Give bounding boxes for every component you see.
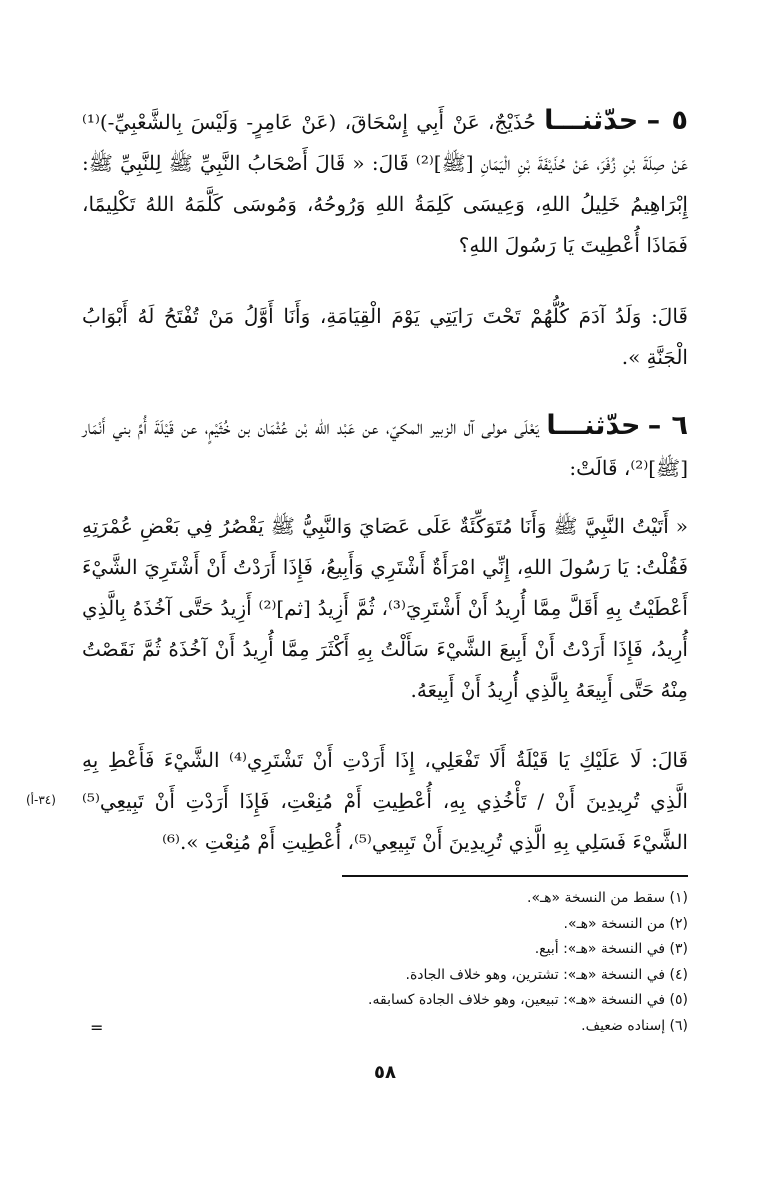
page-number: ٥٨: [374, 1062, 396, 1083]
footnote-item: (٦) إسناده ضعيف.: [581, 1017, 688, 1034]
hadith-6-reply: قَالَ: لَا عَلَيْكِ يَا قَيْلَةُ أَلَا تَفْعَلِي، إِذَا أَرَدْتِ أَنْ تَشْتَرِي⁽⁴⁾ الشَّيْءَ فَأَعْطِ بِهِ الَّذِي تُرِيدِينَ أَنْ / تَأْخُذِي بِهِ، أُعْطِيتِ أَمْ مُنِعْتِ، فَإِذَا أَرَدْتِ أَنْ تَبِيعِي⁽⁵⁾ الشَّيْءَ فَسَلِي بِهِ الَّذِي تُرِيدِينَ أَنْ تَبِيعِي⁽⁵⁾، أُعْطِيتِ أَمْ مُنِعْتِ ».⁽⁶⁾: [82, 748, 688, 854]
continuation-mark: =: [90, 1018, 104, 1037]
hadith-5-number: ٥ –: [646, 105, 688, 136]
hadith-6-keyword: حدّثنـــا: [546, 410, 641, 441]
manuscript-folio-note: (٣٤-أ): [26, 793, 56, 807]
footnotes: [88, 886, 688, 1039]
hadith-5-keyword: حدّثنـــا: [544, 105, 639, 136]
hadith-6-number: ٦ –: [647, 410, 689, 441]
footnote-divider: [342, 875, 688, 877]
hadith-5-answer: قَالَ: وَلَدُ آدَمَ كُلُّهُمْ تَحْتَ رَايَتِي يَوْمَ الْقِيَامَةِ، وَأَنَا أَوَّلُ مَنْ تُفْتَحُ لَهُ أَبْوَابُ الْجَنَّةِ ».: [82, 304, 688, 369]
footnote-item: (٥) في النسخة «هـ»: تبيعين، وهو خلاف الجادة كسابقه.: [368, 992, 688, 1008]
hadith-6-text: يَعْلَى مولى آل الزبير المكيّ، عن عَبْد الله بْن عُثْمَان بن خُثَيْمٍ، عن قَيْلَةَ أُمِّ بني أَنْمَار [ﷺ]⁽²⁾، قَالَتْ:: [82, 415, 688, 480]
hadith-5-paragraph: [82, 100, 688, 266]
footnote-item: (٣) في النسخة «هـ»: أبيع.: [534, 941, 688, 957]
hadith-6-quote: « أَتَيْتُ النَّبِيَّ ﷺ وَأَنَا مُتَوَكِّئَةٌ عَلَى عَصَايَ وَالنَّبِيُّ ﷺ يَقْصُرُ فِي بَعْضِ عُمْرَتِهِ فَقُلْتُ: يَا رَسُولَ اللهِ، إِنِّي امْرَأَةٌ أَشْتَرِي وَأَبِيعُ، فَإِذَا أَرَدْتُ أَنْ أَشْتَرِيَ الشَّيْءَ أَعْطَيْتُ بِهِ أَقَلَّ مِمَّا أُرِيدُ أَنْ أَشْتَرِيَ⁽³⁾، ثُمَّ أَزِيدُ [ثم]⁽²⁾ أَزِيدُ حَتَّى آخُذَهُ بِالَّذِي أُرِيدُ، فَإِذَا أَرَدْتُ أَنْ أَبِيعَ الشَّيْءَ سَأَلْتُ بِهِ أَكْثَرَ مِمَّا أُرِيدُ أَنْ آخُذَهُ ثُمَّ نَقَصْتُ مِنْهُ حَتَّى أَبِيعَهُ بِالَّذِي أُرِيدُ أَنْ أَبِيعَهُ.: [82, 514, 688, 702]
footnote-item: (٤) في النسخة «هـ»: تشترين، وهو خلاف الجادة.: [405, 966, 688, 983]
footnote-item: (٢) من النسخة «هـ».: [563, 915, 688, 932]
hadith-6-paragraph: [82, 405, 688, 489]
hadith-5-text: حُذَيْجٌ، عَنْ أَبِي إِسْحَاقَ، (عَنْ عَامِرٍ- وَلَيْسَ بِالشَّعْبِيِّ-)⁽¹⁾ عَنْ صِلَةَ بْنِ زُفَرَ، عَنْ حُذَيْفَةَ بْنِ الْيَمَانِ [ﷺ]⁽²⁾ قَالَ: « قَالَ أَصْحَابُ النَّبِيِّ ﷺ لِلنَّبِيِّ ﷺ: إِبْرَاهِيمُ خَلِيلُ اللهِ، وَعِيسَى كَلِمَةُ اللهِ وَرُوحُهُ، وَمُوسَى كَلَّمَهُ اللهُ تَكْلِيمًا، فَمَاذَا أُعْطِيتَ يَا رَسُولَ اللهِ؟: [82, 110, 688, 257]
footnote-item: (١) سقط من النسخة «هـ».: [527, 890, 688, 906]
